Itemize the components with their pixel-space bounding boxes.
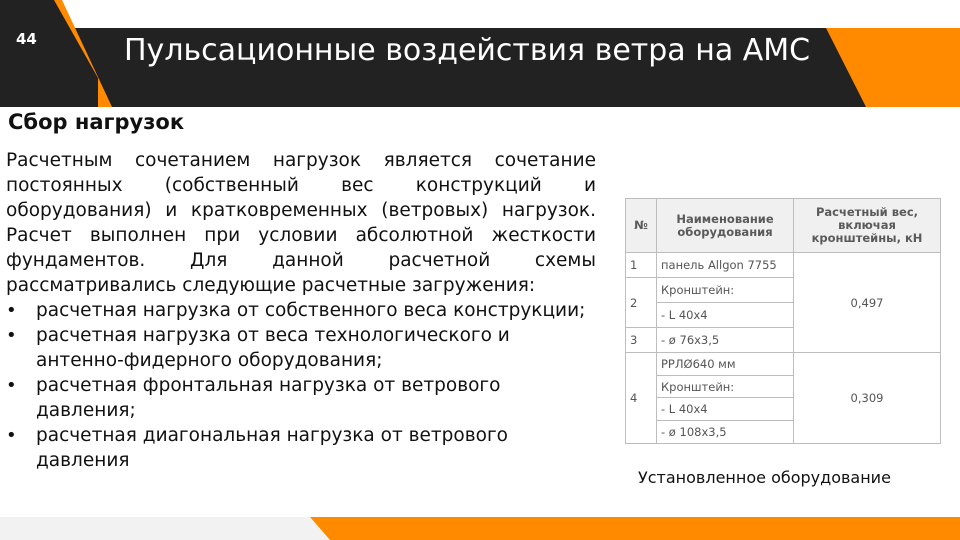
bullet-item	[6, 298, 596, 323]
bullet-text: расчетная фронтальная нагрузка от ветрового давления;	[36, 375, 501, 421]
table-cell-num: 1	[626, 253, 657, 278]
equipment-table	[625, 198, 941, 444]
bullet-text: расчетная нагрузка от веса технологического и антенно-фидерного оборудования;	[36, 325, 510, 371]
body-text	[6, 148, 596, 473]
bullet-item	[6, 423, 596, 473]
body-paragraph: Расчетным сочетанием нагрузок является сочетание постоянных (собственный вес конструкций и оборудования) и кратковременных (ветровых) нагрузок. Расчет выполнен при условии абсолютной жесткости фундаментов. Для данной расчетной схемы рассматривались следующие расчетные загружения:	[6, 150, 596, 296]
bullet-icon: •	[6, 325, 17, 346]
section-heading: Сбор нагрузок	[8, 110, 185, 134]
table-cell-weight: 0,309	[794, 353, 941, 444]
table-cell-num: 2	[626, 278, 657, 328]
table-cell-num: 4	[626, 353, 657, 444]
table-header-weight: Расчетный вес, включая кронштейны, кН	[794, 199, 941, 253]
table-caption: Установленное оборудование	[638, 468, 891, 487]
footer-accent	[286, 517, 960, 540]
table-cell-name: панель Allgon 7755	[657, 253, 794, 278]
bullet-list	[6, 298, 596, 473]
table-cell-name: Кронштейн:	[657, 375, 794, 398]
table-cell-name: - L 40x4	[657, 398, 794, 421]
table-header-name: Наименование оборудования	[657, 199, 794, 253]
table-cell-name: - ø 108x3,5	[657, 421, 794, 444]
bullet-text: расчетная нагрузка от собственного веса конструкции;	[36, 300, 586, 321]
bullet-icon: •	[6, 300, 17, 321]
table-cell-num: 3	[626, 328, 657, 353]
table-cell-weight: 0,497	[794, 253, 941, 353]
page-number-tab	[0, 0, 98, 107]
slide-title: Пульсационные воздействия ветра на АМС	[124, 33, 811, 68]
bullet-item	[6, 323, 596, 373]
table-row	[626, 253, 941, 278]
table-row	[626, 353, 941, 376]
footer-gray-band	[0, 517, 330, 540]
table-header-num: №	[626, 199, 657, 253]
bullet-item	[6, 373, 596, 423]
page-number: 44	[16, 30, 37, 48]
bullet-text: расчетная диагональная нагрузка от ветрового давления	[36, 425, 509, 471]
table-cell-name: - L 40x4	[657, 303, 794, 328]
bullet-icon: •	[6, 375, 17, 396]
table-cell-name: Кронштейн:	[657, 278, 794, 303]
table-cell-name: - ø 76x3,5	[657, 328, 794, 353]
bullet-icon: •	[6, 425, 17, 446]
table-cell-name: РРЛØ640 мм	[657, 353, 794, 376]
